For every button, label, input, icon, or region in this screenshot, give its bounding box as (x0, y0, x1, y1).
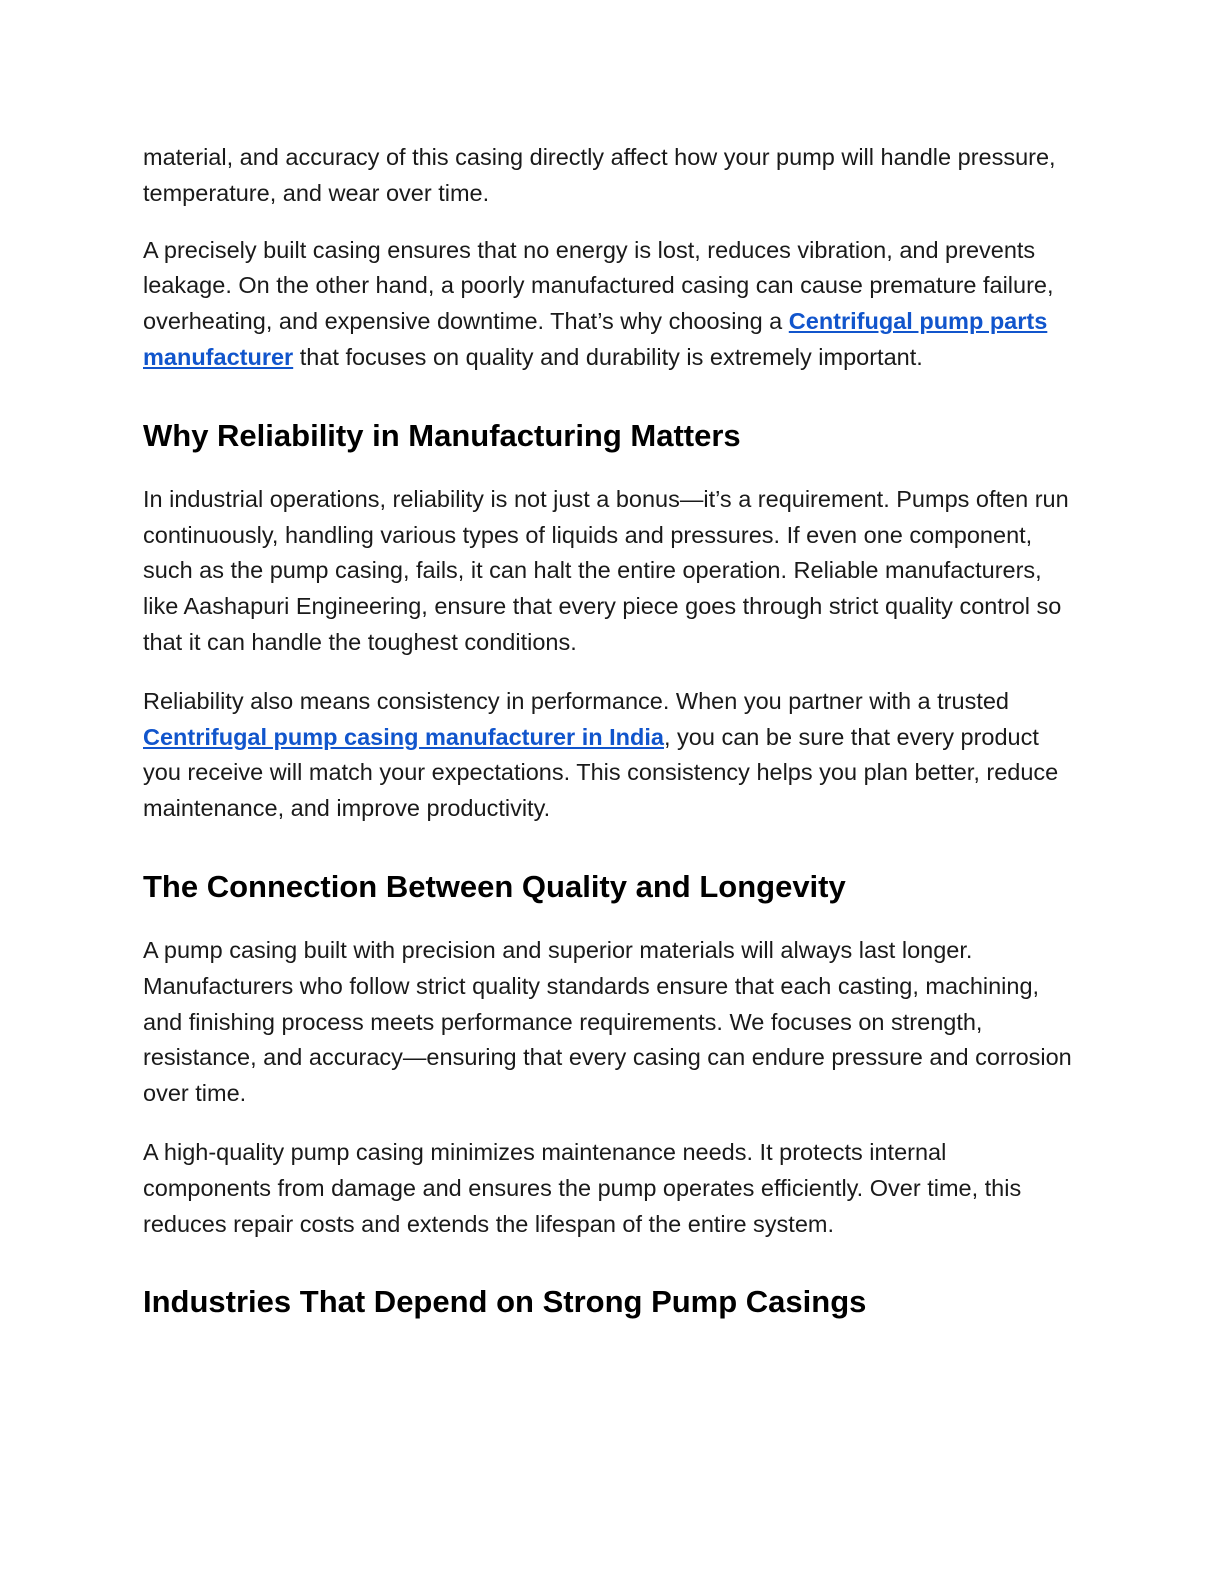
paragraph-text: , you can be sure that every product you receive will match your expectations. This consistency helps you plan better, reduce maintenance, and improve productivity. (143, 723, 1059, 822)
heading-quality-longevity: The Connection Between Quality and Longevity (143, 868, 846, 904)
link-centrifugal-pump-parts-manufacturer[interactable]: Centrifugal pump parts manufacturer (143, 308, 1048, 370)
paragraph-precise-casing (143, 233, 1078, 376)
document-page (143, 140, 1078, 1348)
paragraph-text: Reliability also means consistency in performance. When you partner with a trusted (143, 687, 1009, 714)
paragraph-precision-materials: A pump casing built with precision and superior materials will always last longer. Manufacturers who follow strict quality standards ensure that each casting, machining, and finishing process meets performance requirements. We focuses on strength, resistance, and accuracy—ensuring that every casing can endure pressure and corrosion over time. (143, 936, 1072, 1107)
paragraph-consistency (143, 684, 1078, 827)
heading-why-reliability: Why Reliability in Manufacturing Matters (143, 417, 741, 453)
link-centrifugal-pump-casing-manufacturer-india[interactable]: Centrifugal pump casing manufacturer in India (143, 723, 664, 750)
heading-industries: Industries That Depend on Strong Pump Casings (143, 1284, 867, 1320)
paragraph-text: A precisely built casing ensures that no energy is lost, reduces vibration, and prevents leakage. On the other hand, a poorly manufactured casing can cause premature failure, overheating, and expensive downtime. That’s why choosing a (143, 236, 1054, 335)
paragraph-text: that focuses on quality and durability is extremely important. (293, 343, 923, 370)
paragraph-casing-accuracy: material, and accuracy of this casing directly affect how your pump will handle pressure, temperature, and wear over time. (143, 144, 1056, 206)
paragraph-industrial-reliability: In industrial operations, reliability is not just a bonus—it’s a requirement. Pumps often run continuously, handling various types of liquids and pressures. If even one component, such as the pump casing, fails, it can halt the entire operation. Reliable manufacturers, like Aashapuri Engineering, ensure that every piece goes through strict quality control so that it can handle the toughest conditions. (143, 485, 1069, 655)
paragraph-high-quality-casing: A high-quality pump casing minimizes maintenance needs. It protects internal components from damage and ensures the pump operates efficiently. Over time, this reduces repair costs and extends the lifespan of the entire system. (143, 1138, 1022, 1237)
